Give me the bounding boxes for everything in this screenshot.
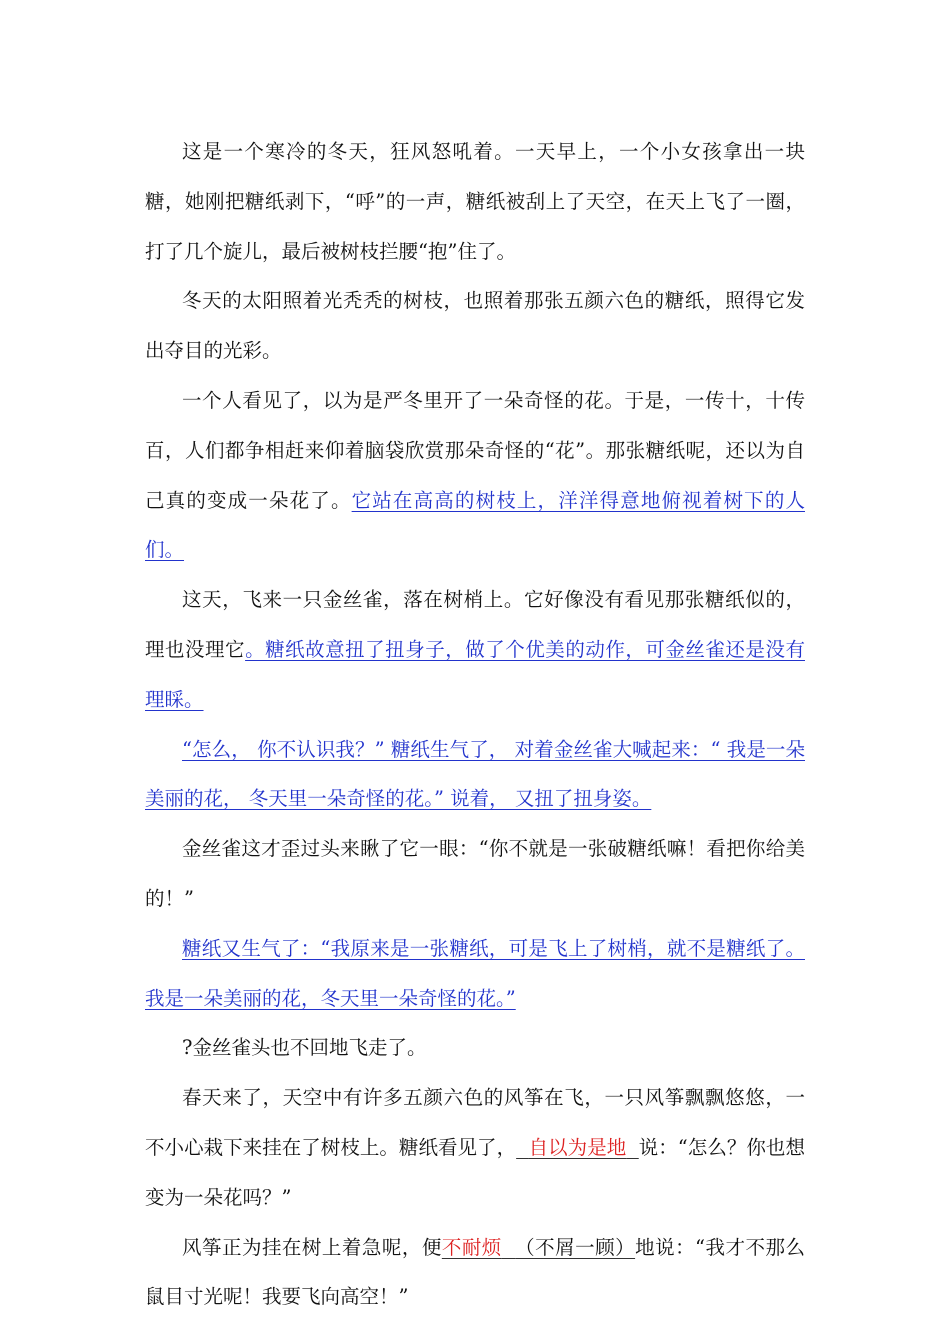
paragraph-4 [145, 575, 805, 724]
paragraph-7 [145, 924, 805, 1024]
paragraph-2 [145, 276, 805, 376]
highlighted-sentence: 糖纸又生气了：“我原来是一张糖纸，可是飞上了树梢，就不是糖纸了。我是一朵美丽的花，冬天里一朵奇怪的花。” [145, 936, 805, 1010]
paragraph-text: 金丝雀这才歪过头来瞅了它一眼：“你不就是一张破糖纸嘛！看把你给美的！” [145, 837, 805, 910]
paragraph-8 [145, 1023, 805, 1073]
fill-in-answer: 自以为是地 [528, 1135, 627, 1159]
story-text [145, 127, 805, 1322]
paragraph-text: 春天来了，天空中有许多五颜六色的风筝在飞，一只风筝飘飘悠悠，一不小心栽下来挂在了树枝上。糖纸看见了， [145, 1086, 805, 1159]
paragraph-text: 这天，飞来一只金丝雀，落在树梢上。它好像没有看见那张糖纸似的，理也没理它 [145, 588, 805, 661]
paragraph-5 [145, 725, 805, 825]
paragraph-3 [145, 376, 805, 575]
highlighted-sentence: 它站在高高的树枝上，洋洋得意地俯视着树下的人们。 [145, 488, 805, 562]
paragraph-text: 说：“怎么？你也想变为一朵花吗？” [145, 1135, 805, 1209]
paragraph-text: 地说：“我才不那么鼠目寸光呢！我要飞向高空！” [145, 1235, 805, 1309]
paragraph-9 [145, 1073, 805, 1222]
fill-in-answer: 不耐烦 （不屑一顾） [441, 1235, 636, 1259]
paragraph-text: 冬天的太阳照着光秃秃的树枝，也照着那张五颜六色的糖纸，照得它发出夺目的光彩。 [145, 289, 805, 363]
paragraph-6 [145, 824, 805, 924]
paragraph-1 [145, 127, 805, 276]
paragraph-text: 风筝正为挂在树上着急呢，便 [182, 1235, 442, 1259]
paragraph-10 [145, 1223, 805, 1323]
paragraph-text: ?金丝雀头也不回地飞走了。 [182, 1036, 427, 1060]
paragraph-text: 一个人看见了，以为是严冬里开了一朵奇怪的花。于是，一传十，十传百，人们都争相赶来仰着脑袋欣赏那朵奇怪的“花”。那张糖纸呢，还以为自己真的变成一朵花了。 [145, 388, 805, 512]
highlighted-sentence: 。糖纸故意扭了扭身子，做了个优美的动作，可金丝雀还是没有理睬。 [145, 637, 805, 711]
paragraph-text: 这是一个寒冷的冬天，狂风怒吼着。一天早上，一个小女孩拿出一块糖，她刚把糖纸剥下，“呼”的一声，糖纸被刮上了天空，在天上飞了一圈，打了几个旋儿，最后被树枝拦腰“抱”住了。 [145, 140, 805, 263]
highlighted-sentence: “怎么， 你不认识我？” 糖纸生气了， 对着金丝雀大喊起来：“ 我是一朵美丽的花， 冬天里一朵奇怪的花。” 说着， 又扭了扭身姿。 [145, 737, 805, 811]
